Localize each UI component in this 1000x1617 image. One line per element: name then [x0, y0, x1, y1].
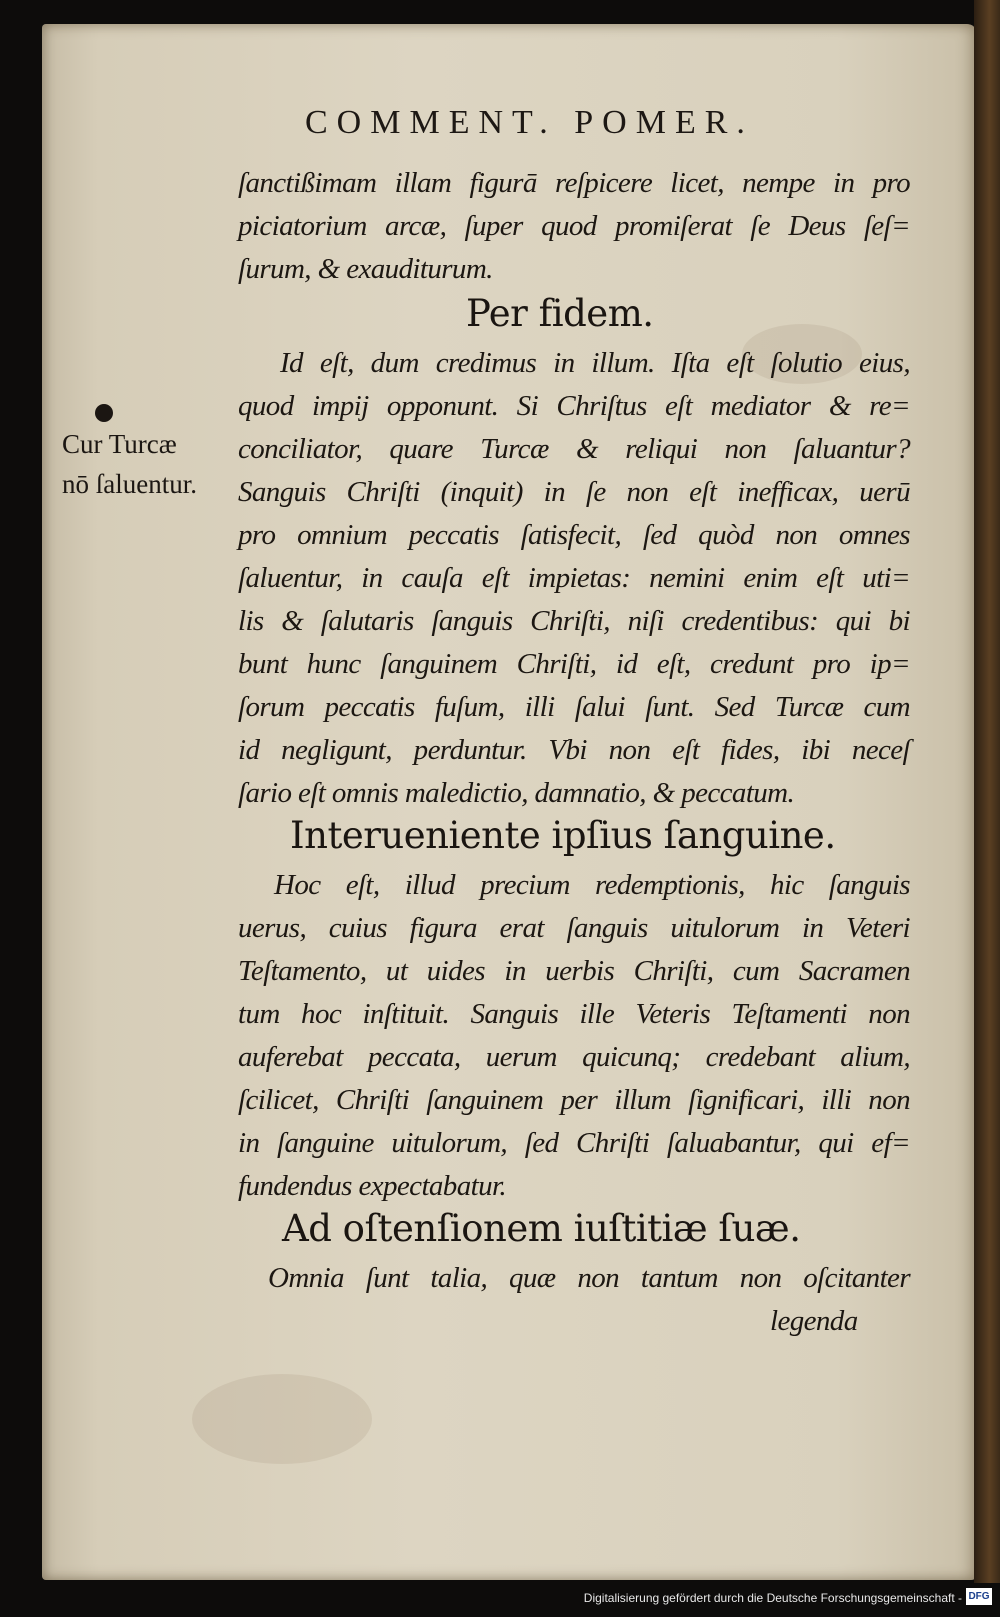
text-line: in ſanguine uitulorum, ſed Chriſti ſaluabantur, qui ef=	[238, 1127, 910, 1159]
paper-stain	[192, 1374, 372, 1464]
text-line: conciliator, quare Turcæ & reliqui non ſaluantur?	[238, 433, 910, 465]
text-line: quod impij opponunt. Si Chriſtus eſt mediator & re=	[238, 390, 910, 422]
running-header: COMMENT. POMER.	[305, 104, 754, 141]
text-line: Omnia ſunt talia, quæ non tantum non oſcitanter	[268, 1262, 910, 1294]
text-line: ſcilicet, Chriſti ſanguinem per illum ſignificari, illi non	[238, 1084, 910, 1116]
book-edge	[974, 0, 1000, 1617]
catchword: legenda	[770, 1305, 858, 1337]
text-line: Sanguis Chriſti (inquit) in ſe non eſt inefficax, uerū	[238, 476, 910, 508]
margin-note-line: nō ſaluentur.	[62, 469, 197, 499]
text-line: auferebat peccata, uerum quicunq; credebant alium,	[238, 1041, 910, 1073]
text-line: ſurum, & exauditurum.	[238, 253, 493, 285]
text-line: id negligunt, perduntur. Vbi non eſt fides, ibi neceſ	[238, 734, 910, 766]
text-line: pro omnium peccatis ſatisfecit, ſed quòd non omnes	[238, 519, 910, 551]
text-line: ſanctißimam illam figurā reſpicere licet, nempe in pro	[238, 167, 910, 199]
section-heading: Per fidem.	[466, 292, 654, 335]
margin-bullet	[95, 404, 113, 422]
margin-note-line: Cur Turcæ	[62, 429, 177, 459]
section-heading: Ad oſtenſionem iuſtitiæ ſuæ.	[282, 1207, 801, 1250]
text-line: tum hoc inſtituit. Sanguis ille Veteris Teſtamenti non	[238, 998, 910, 1030]
section-heading: Interueniente ipſius ſanguine.	[290, 814, 836, 857]
text-line: ſario eſt omnis maledictio, damnatio, & peccatum.	[238, 777, 795, 809]
text-line: piciatorium arcæ, ſuper quod promiſerat ſe Deus ſeſ=	[238, 210, 910, 242]
text-line: Id eſt, dum credimus in illum. Iſta eſt ſolutio eius,	[280, 347, 910, 379]
text-line: ſaluentur, in cauſa eſt impietas: nemini enim eſt uti=	[238, 562, 910, 594]
footer-credit: Digitalisierung gefördert durch die Deutsche Forschungsgemeinschaft -	[583, 1591, 962, 1605]
text-line: Teſtamento, ut uides in uerbis Chriſti, cum Sacramen	[238, 955, 910, 987]
text-line: lis & ſalutaris ſanguis Chriſti, niſi credentibus: qui bi	[238, 605, 910, 637]
text-line: uerus, cuius figura erat ſanguis uitulorum in Veteri	[238, 912, 910, 944]
text-line: fundendus expectabatur.	[238, 1170, 507, 1202]
text-line: bunt hunc ſanguinem Chriſti, id eſt, credunt pro ip=	[238, 648, 910, 680]
text-line: ſorum peccatis fuſum, illi ſalui ſunt. Sed Turcæ cum	[238, 691, 910, 723]
dfg-logo-icon: DFG	[966, 1588, 992, 1605]
text-line: Hoc eſt, illud precium redemptionis, hic ſanguis	[274, 869, 910, 901]
